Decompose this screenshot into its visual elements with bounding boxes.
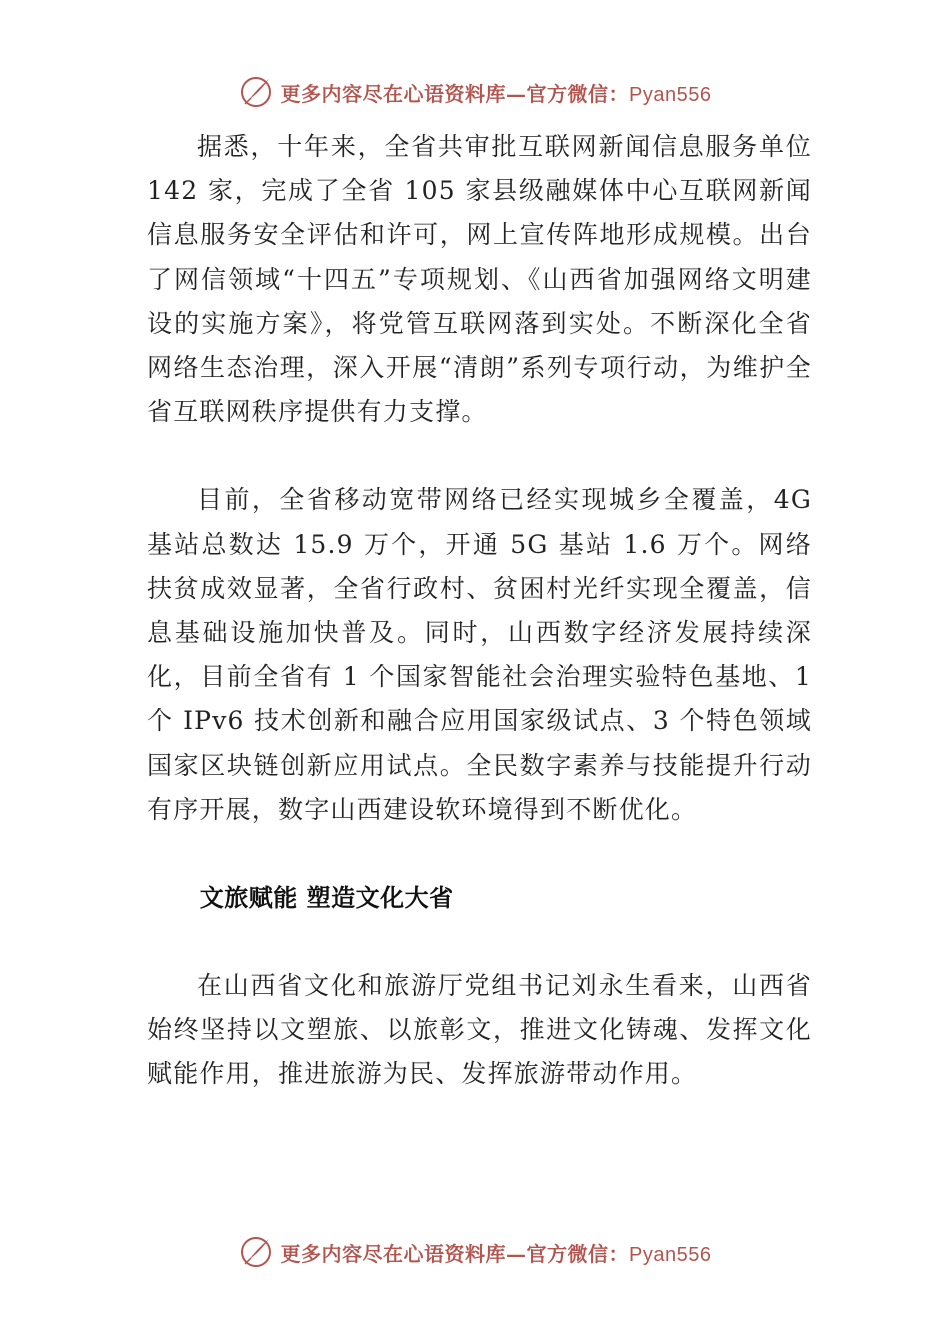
watermark-wechat-id: Pyan556 [629, 1243, 712, 1266]
watermark-wechat-id: Pyan556 [629, 83, 712, 106]
quill-pen-circle-icon [239, 75, 273, 109]
watermark-text [281, 1238, 712, 1267]
article-body [147, 125, 812, 1097]
section-heading: 文旅赋能 塑造文化大省 [199, 884, 454, 913]
header-watermark [0, 72, 950, 112]
paragraph-broadband-digital: 目前，全省移动宽带网络已经实现城乡全覆盖，4G 基站总数达 15.9 万个，开通 5G 基站 1.6 万个。网络扶贫成效显著，全省行政村、贫困村光纤实现全覆盖，信息基础设施加快普及。同时，山西数字经济发展持续深化，目前全省有 1 个国家智能社会治理实验特色基地、1 个 IPv6 技术创新和融合应用国家级试点、3 个特色领域国家区块链创新应用试点。全民数字素养与技能提升行动有序开展，数字山西建设软环境得到不断优化。 [147, 485, 812, 824]
footer-watermark [0, 1232, 950, 1272]
quill-pen-circle-icon [239, 1235, 273, 1269]
watermark-label: 更多内容尽在心语资料库—官方微信： [280, 1241, 630, 1266]
watermark-text [281, 78, 712, 107]
paragraph-culture-tourism: 在山西省文化和旅游厅党组书记刘永生看来，山西省始终坚持以文塑旅、以旅彰文，推进文化铸魂、发挥文化赋能作用，推进旅游为民、发挥旅游带动作用。 [147, 971, 812, 1089]
watermark-label: 更多内容尽在心语资料库—官方微信： [280, 81, 630, 106]
paragraph-internet-news: 据悉，十年来，全省共审批互联网新闻信息服务单位 142 家，完成了全省 105 家县级融媒体中心互联网新闻信息服务安全评估和许可，网上宣传阵地形成规模。出台了网信领域“十四五”专项规划、《山西省加强网络文明建设的实施方案》，将党管互联网落到实处。不断深化全省网络生态治理，深入开展“清朗”系列专项行动，为维护全省互联网秩序提供有力支撑。 [147, 132, 812, 427]
